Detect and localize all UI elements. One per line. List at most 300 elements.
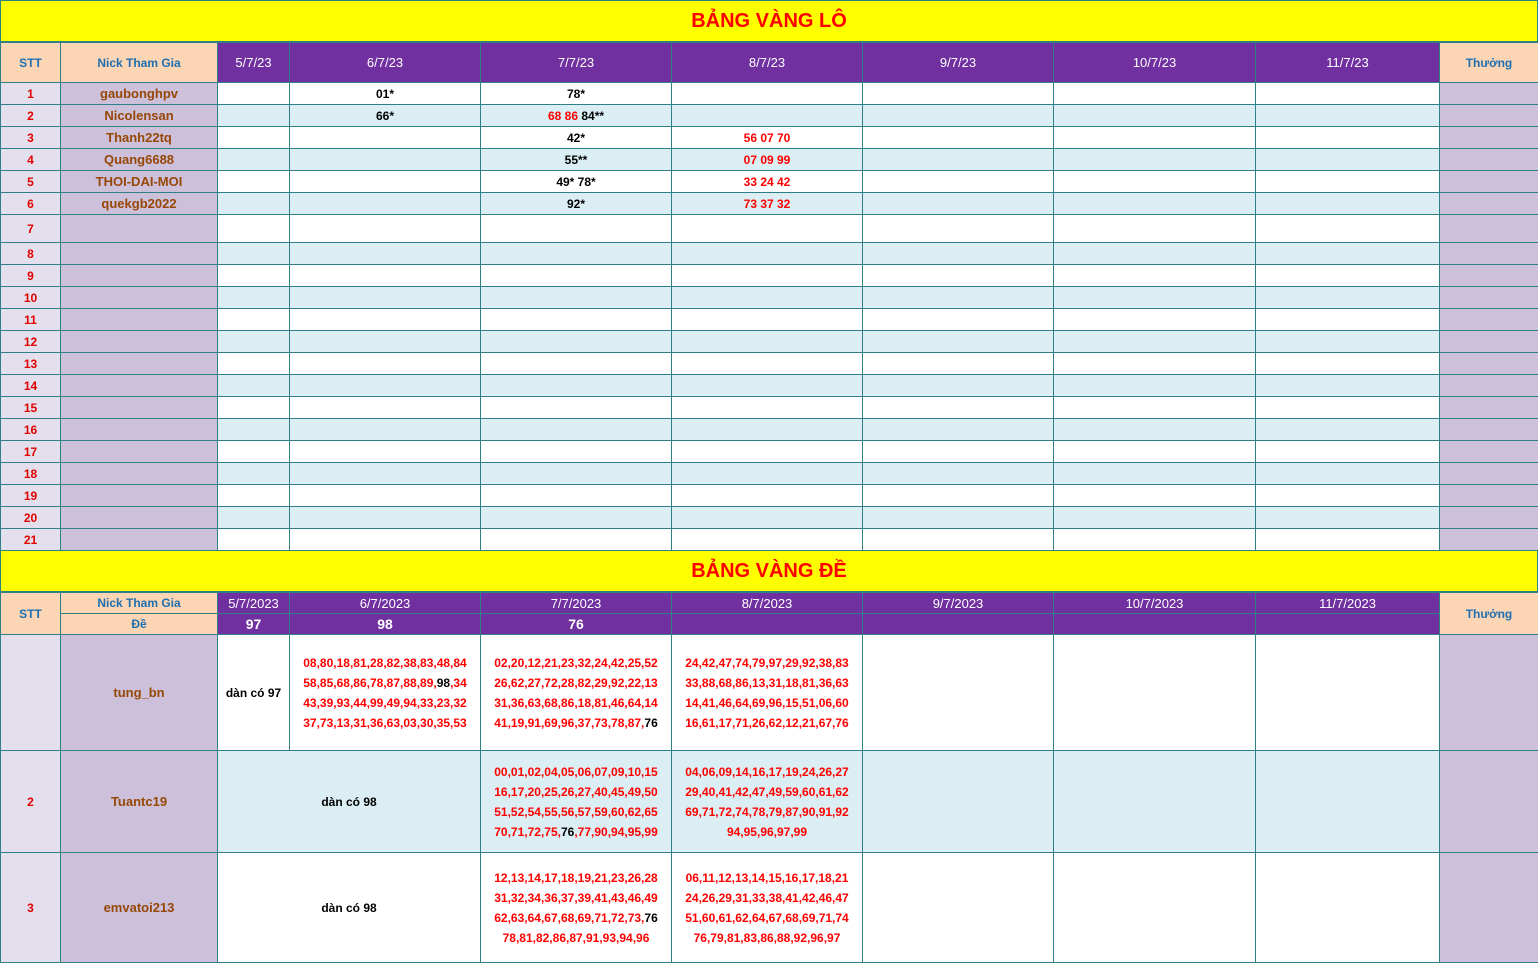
lo-row-nick xyxy=(61,375,218,397)
lo-row-d5 xyxy=(218,127,290,149)
de-numbers-line: 51,52,54,55,56,57,59,60,62,65 xyxy=(494,804,658,819)
de-row-d11 xyxy=(1256,635,1440,751)
de-row-d11 xyxy=(1256,853,1440,963)
lo-row-d8: 33 24 42 xyxy=(672,171,863,193)
lo-row-reward xyxy=(1440,265,1538,287)
lo-row-d5 xyxy=(218,419,290,441)
lo-row-d5 xyxy=(218,375,290,397)
de-row-reward xyxy=(1440,853,1538,963)
lo-row-stt: 12 xyxy=(1,331,61,353)
lo-row-d5 xyxy=(218,441,290,463)
lo-row-d6 xyxy=(290,287,481,309)
lo-row-reward xyxy=(1440,397,1538,419)
de-row-d8 xyxy=(672,853,863,963)
de-numbers-part: ,34 xyxy=(450,675,467,690)
de-header-date: 10/7/2023 xyxy=(1054,593,1256,614)
lo-row-nick xyxy=(61,331,218,353)
lo-header-date: 11/7/23 xyxy=(1256,43,1440,83)
lo-row-reward xyxy=(1440,485,1538,507)
de-numbers-line xyxy=(481,713,671,733)
lo-row-d9 xyxy=(863,331,1054,353)
lo-row-d10 xyxy=(1054,105,1256,127)
lo-row-d10 xyxy=(1054,529,1256,551)
de-row-stt xyxy=(1,635,61,751)
lo-row-d7 xyxy=(481,397,672,419)
lo-row-d7: 55** xyxy=(481,149,672,171)
lo-row-nick xyxy=(61,485,218,507)
lo-row-d6 xyxy=(290,193,481,215)
lo-row-stt: 7 xyxy=(1,215,61,243)
lo-row-d10 xyxy=(1054,265,1256,287)
lo-header-nick: Nick Tham Gia xyxy=(61,43,218,83)
de-result: 76 xyxy=(481,614,672,635)
lo-row-d11 xyxy=(1256,127,1440,149)
lo-row-d5 xyxy=(218,309,290,331)
lo-row-d10 xyxy=(1054,485,1256,507)
lo-row-reward xyxy=(1440,441,1538,463)
lo-row-d10 xyxy=(1054,309,1256,331)
lo-title: BẢNG VÀNG LÔ xyxy=(0,0,1538,42)
lo-row-d8: 07 09 99 xyxy=(672,149,863,171)
lo-row-d10 xyxy=(1054,287,1256,309)
lo-row-reward xyxy=(1440,149,1538,171)
lo-row-reward xyxy=(1440,309,1538,331)
lo-row-d9 xyxy=(863,127,1054,149)
lo-row-reward xyxy=(1440,419,1538,441)
lo-row-d8 xyxy=(672,287,863,309)
lo-row-d11 xyxy=(1256,243,1440,265)
de-numbers-part: 41,19,91,69,96,37,73,78,87, xyxy=(494,715,645,730)
de-numbers-line: 16,17,20,25,26,27,40,45,49,50 xyxy=(494,784,658,799)
lo-row-d10 xyxy=(1054,215,1256,243)
lo-row-d10 xyxy=(1054,127,1256,149)
de-row-d10 xyxy=(1054,635,1256,751)
lo-row-d11 xyxy=(1256,485,1440,507)
lo-header-date: 6/7/23 xyxy=(290,43,481,83)
lo-row-d11 xyxy=(1256,375,1440,397)
lo-row-stt: 21 xyxy=(1,529,61,551)
lo-row-d7 xyxy=(481,463,672,485)
de-numbers-line: 31,32,34,36,37,39,41,43,46,49 xyxy=(494,890,658,905)
lo-row-stt: 2 xyxy=(1,105,61,127)
de-table xyxy=(0,592,1538,963)
lo-header-row xyxy=(1,43,1538,83)
lo-row-d8: 56 07 70 xyxy=(672,127,863,149)
de-result: 97 xyxy=(218,614,290,635)
de-numbers-line: 51,60,61,62,64,67,68,69,71,74 xyxy=(685,910,849,925)
lo-row-d8 xyxy=(672,397,863,419)
lo-row-d9 xyxy=(863,397,1054,419)
lo-row-d6 xyxy=(290,485,481,507)
lo-row-d11 xyxy=(1256,441,1440,463)
de-result xyxy=(1256,614,1440,635)
lo-row-d6 xyxy=(290,215,481,243)
de-header-date: 7/7/2023 xyxy=(481,593,672,614)
de-numbers-line: 26,62,27,72,28,82,29,92,22,13 xyxy=(494,675,658,690)
lo-row-d6 xyxy=(290,375,481,397)
lo-row-stt: 13 xyxy=(1,353,61,375)
de-numbers-line: 08,80,18,81,28,82,38,83,48,84 xyxy=(303,655,467,670)
de-hit-number: 76 xyxy=(644,715,658,730)
lo-row-d7: 49* 78* xyxy=(481,171,672,193)
de-row-nick: tung_bn xyxy=(61,635,218,751)
lo-header-date: 7/7/23 xyxy=(481,43,672,83)
lo-row-nick xyxy=(61,507,218,529)
lo-row-d6: 66* xyxy=(290,105,481,127)
lo-row-d8 xyxy=(672,507,863,529)
lo-row-d6 xyxy=(290,353,481,375)
lo-row-d5 xyxy=(218,105,290,127)
lo-row-nick xyxy=(61,309,218,331)
lo-row-d6 xyxy=(290,397,481,419)
lo-row-d7 xyxy=(481,353,672,375)
lo-row-stt: 15 xyxy=(1,397,61,419)
lo-row-d6 xyxy=(290,331,481,353)
lo-row-nick xyxy=(61,419,218,441)
de-header-nick: Nick Tham Gia xyxy=(61,593,218,614)
lo-row-d8 xyxy=(672,375,863,397)
lo-row-d8 xyxy=(672,331,863,353)
de-row-stt: 2 xyxy=(1,751,61,853)
lo-table-row xyxy=(1,463,1538,485)
lo-row-d7 xyxy=(481,215,672,243)
lo-row-d6 xyxy=(290,309,481,331)
de-header-reward: Thưởng xyxy=(1440,593,1538,635)
lo-table-row xyxy=(1,105,1538,127)
lo-row-d11 xyxy=(1256,309,1440,331)
lo-row-d11 xyxy=(1256,83,1440,105)
lo-row-d6 xyxy=(290,529,481,551)
de-numbers-line: 16,61,17,71,26,62,12,21,67,76 xyxy=(685,715,849,730)
lo-row-d9 xyxy=(863,441,1054,463)
lo-table-row xyxy=(1,287,1538,309)
lo-row-d7: 92* xyxy=(481,193,672,215)
de-row-reward xyxy=(1440,635,1538,751)
lo-row-reward xyxy=(1440,529,1538,551)
lo-row-stt: 9 xyxy=(1,265,61,287)
lo-row-d9 xyxy=(863,309,1054,331)
de-result xyxy=(1054,614,1256,635)
lo-row-d8 xyxy=(672,463,863,485)
de-table-row xyxy=(1,853,1538,963)
lo-row-d11 xyxy=(1256,215,1440,243)
de-numbers-line: 24,42,47,74,79,97,29,92,38,83 xyxy=(685,655,849,670)
lo-row-stt: 10 xyxy=(1,287,61,309)
lo-row-d10 xyxy=(1054,331,1256,353)
lo-row-d10 xyxy=(1054,419,1256,441)
lo-row-d6 xyxy=(290,507,481,529)
lo-table-row xyxy=(1,171,1538,193)
de-hit-number: 76 xyxy=(644,910,658,925)
de-row-d7 xyxy=(481,751,672,853)
lo-row-reward xyxy=(1440,287,1538,309)
lo-row-d10 xyxy=(1054,375,1256,397)
lo-row-d10 xyxy=(1054,441,1256,463)
lo-row-nick xyxy=(61,463,218,485)
de-table-row xyxy=(1,751,1538,853)
lo-table-row xyxy=(1,485,1538,507)
lo-row-d7 xyxy=(481,243,672,265)
lo-row-d6: 01* xyxy=(290,83,481,105)
lo-row-stt: 11 xyxy=(1,309,61,331)
de-numbers-part: ,77,90,94,95,99 xyxy=(574,824,658,839)
de-numbers-line: 31,36,63,68,86,18,81,46,64,14 xyxy=(494,695,658,710)
lo-row-d10 xyxy=(1054,397,1256,419)
lo-row-d5 xyxy=(218,265,290,287)
lo-row-nick xyxy=(61,353,218,375)
lo-table-row xyxy=(1,353,1538,375)
lo-row-d10 xyxy=(1054,463,1256,485)
de-numbers-line: 37,73,13,31,36,63,03,30,35,53 xyxy=(303,715,467,730)
lo-row-d11 xyxy=(1256,353,1440,375)
de-hit-number: 98 xyxy=(436,675,451,690)
lo-row-stt: 3 xyxy=(1,127,61,149)
lo-row-stt: 4 xyxy=(1,149,61,171)
lo-row-d7: 78* xyxy=(481,83,672,105)
lo-row-d11 xyxy=(1256,105,1440,127)
lo-row-d7 xyxy=(481,419,672,441)
lo-table-row xyxy=(1,83,1538,105)
lo-row-d5 xyxy=(218,83,290,105)
lo-row-d11 xyxy=(1256,171,1440,193)
lo-row-d8: 73 37 32 xyxy=(672,193,863,215)
lo-row-d7 xyxy=(481,507,672,529)
lo-row-d7 xyxy=(481,265,672,287)
lo-row-stt: 1 xyxy=(1,83,61,105)
lo-row-d9 xyxy=(863,353,1054,375)
lo-table-row xyxy=(1,309,1538,331)
lo-hit-numbers: 68 86 xyxy=(547,108,578,123)
de-row-d5-d6: dàn có 98 xyxy=(218,751,481,853)
lo-row-d9 xyxy=(863,375,1054,397)
de-numbers-part: 70,71,72,75, xyxy=(494,824,561,839)
lo-row-stt: 20 xyxy=(1,507,61,529)
lo-table-row xyxy=(1,441,1538,463)
de-numbers-line: 06,11,12,13,14,15,16,17,18,21 xyxy=(685,870,849,885)
lo-row-d10 xyxy=(1054,353,1256,375)
lo-row-d11 xyxy=(1256,193,1440,215)
lo-row-stt: 6 xyxy=(1,193,61,215)
lo-row-d9 xyxy=(863,529,1054,551)
de-numbers-line: 94,95,96,97,99 xyxy=(726,824,808,839)
de-row-d9 xyxy=(863,751,1054,853)
lo-row-d7 xyxy=(481,287,672,309)
lo-row-d11 xyxy=(1256,419,1440,441)
de-numbers-line: 29,40,41,42,47,49,59,60,61,62 xyxy=(685,784,849,799)
lo-row-d9 xyxy=(863,485,1054,507)
lo-row-d7 xyxy=(481,309,672,331)
lo-row-nick: gaubonghpv xyxy=(61,83,218,105)
lo-row-d10 xyxy=(1054,507,1256,529)
lo-row-d6 xyxy=(290,441,481,463)
lo-row-nick xyxy=(61,441,218,463)
lo-row-d5 xyxy=(218,331,290,353)
de-row-d8 xyxy=(672,635,863,751)
lo-row-d6 xyxy=(290,419,481,441)
de-header-row-results xyxy=(1,614,1538,635)
lo-row-d5 xyxy=(218,287,290,309)
de-row-d10 xyxy=(1054,751,1256,853)
lo-row-d7 xyxy=(481,529,672,551)
de-numbers-line: 43,39,93,44,99,49,94,33,23,32 xyxy=(303,695,467,710)
lo-table-row xyxy=(1,265,1538,287)
lo-table-row xyxy=(1,507,1538,529)
de-numbers-line: 76,79,81,83,86,88,92,96,97 xyxy=(693,930,841,945)
de-numbers-part: 62,63,64,67,68,69,71,72,73, xyxy=(494,910,645,925)
lo-row-d6 xyxy=(290,243,481,265)
lo-header-stt: STT xyxy=(1,43,61,83)
de-numbers-line xyxy=(290,673,480,693)
lo-row-d8 xyxy=(672,265,863,287)
lo-row-d5 xyxy=(218,171,290,193)
de-row-d9 xyxy=(863,635,1054,751)
lo-row-d7 xyxy=(481,441,672,463)
lo-row-d6 xyxy=(290,463,481,485)
lo-row-d9 xyxy=(863,243,1054,265)
de-header-date: 5/7/2023 xyxy=(218,593,290,614)
lo-row-reward xyxy=(1440,105,1538,127)
de-numbers-line: 02,20,12,21,23,32,24,42,25,52 xyxy=(494,655,658,670)
de-numbers-line: 12,13,14,17,18,19,21,23,26,28 xyxy=(494,870,658,885)
lo-row-d8 xyxy=(672,243,863,265)
lo-row-d7: 42* xyxy=(481,127,672,149)
lo-row-d5 xyxy=(218,215,290,243)
lo-row-reward xyxy=(1440,463,1538,485)
lo-row-reward xyxy=(1440,331,1538,353)
lo-row-reward xyxy=(1440,353,1538,375)
lo-row-d10 xyxy=(1054,149,1256,171)
lo-row-d9 xyxy=(863,83,1054,105)
de-row-nick: emvatoi213 xyxy=(61,853,218,963)
lo-row-d11 xyxy=(1256,529,1440,551)
lo-table-row xyxy=(1,243,1538,265)
lo-row-d5 xyxy=(218,193,290,215)
lo-row-d6 xyxy=(290,127,481,149)
de-row-d5-d6: dàn có 98 xyxy=(218,853,481,963)
lo-row-nick: THOI-DAI-MOI xyxy=(61,171,218,193)
lo-row-stt: 14 xyxy=(1,375,61,397)
lo-row-reward xyxy=(1440,127,1538,149)
de-numbers-line: 00,01,02,04,05,06,07,09,10,15 xyxy=(494,764,658,779)
lo-row-d5 xyxy=(218,397,290,419)
lo-row-nick xyxy=(61,529,218,551)
lo-row-d8 xyxy=(672,353,863,375)
de-row-d7 xyxy=(481,635,672,751)
de-hit-number: 76 xyxy=(560,824,575,839)
lo-row-d6 xyxy=(290,171,481,193)
de-numbers-line xyxy=(481,822,671,842)
lo-row-d11 xyxy=(1256,265,1440,287)
de-numbers-line xyxy=(481,908,671,928)
lo-row-d7 xyxy=(481,331,672,353)
lo-row-d11 xyxy=(1256,331,1440,353)
lo-table-row xyxy=(1,215,1538,243)
lo-row-d11 xyxy=(1256,149,1440,171)
de-row-d10 xyxy=(1054,853,1256,963)
lo-row-d8 xyxy=(672,83,863,105)
lo-row-nick: Nicolensan xyxy=(61,105,218,127)
de-numbers-line: 69,71,72,74,78,79,87,90,91,92 xyxy=(685,804,849,819)
lo-row-d8 xyxy=(672,309,863,331)
de-title: BẢNG VÀNG ĐỀ xyxy=(0,550,1538,592)
lo-row-d11 xyxy=(1256,507,1440,529)
lo-table-row xyxy=(1,397,1538,419)
de-numbers-line: 78,81,82,86,87,91,93,94,96 xyxy=(502,930,650,945)
lo-row-d10 xyxy=(1054,243,1256,265)
lo-row-d11 xyxy=(1256,287,1440,309)
lo-row-d5 xyxy=(218,353,290,375)
lo-table-row xyxy=(1,149,1538,171)
lo-row-stt: 8 xyxy=(1,243,61,265)
de-row-stt: 3 xyxy=(1,853,61,963)
lo-row-nick: Thanh22tq xyxy=(61,127,218,149)
lo-row-d8 xyxy=(672,419,863,441)
de-row-d11 xyxy=(1256,751,1440,853)
lo-row-d7 xyxy=(481,105,672,127)
de-result xyxy=(672,614,863,635)
lo-row-nick: quekgb2022 xyxy=(61,193,218,215)
lo-table-row xyxy=(1,419,1538,441)
de-header-date: 8/7/2023 xyxy=(672,593,863,614)
lo-table-row xyxy=(1,193,1538,215)
de-numbers-line: 14,41,46,64,69,96,15,51,06,60 xyxy=(685,695,849,710)
lo-row-reward xyxy=(1440,243,1538,265)
de-result xyxy=(863,614,1054,635)
lo-header-reward: Thưởng xyxy=(1440,43,1538,83)
lo-header-date: 10/7/23 xyxy=(1054,43,1256,83)
lo-row-d9 xyxy=(863,419,1054,441)
de-header-date: 6/7/2023 xyxy=(290,593,481,614)
lo-row-d10 xyxy=(1054,193,1256,215)
de-table-row xyxy=(1,635,1538,751)
lo-row-reward xyxy=(1440,215,1538,243)
lo-row-d6 xyxy=(290,149,481,171)
de-numbers-line: 24,26,29,31,33,38,41,42,46,47 xyxy=(685,890,849,905)
lo-row-d5 xyxy=(218,507,290,529)
lo-row-d5 xyxy=(218,529,290,551)
lo-row-nick xyxy=(61,243,218,265)
lo-row-d9 xyxy=(863,265,1054,287)
de-row-d5: dàn có 97 xyxy=(218,635,290,751)
de-header-row-dates xyxy=(1,593,1538,614)
lo-header-date: 8/7/23 xyxy=(672,43,863,83)
lo-row-d9 xyxy=(863,463,1054,485)
lo-row-d5 xyxy=(218,149,290,171)
lo-table-row xyxy=(1,529,1538,551)
lo-row-d5 xyxy=(218,463,290,485)
lo-row-d8 xyxy=(672,441,863,463)
lo-row-d9 xyxy=(863,193,1054,215)
lo-row-d7 xyxy=(481,485,672,507)
de-header-stt: STT xyxy=(1,593,61,635)
de-numbers-line: 04,06,09,14,16,17,19,24,26,27 xyxy=(685,764,849,779)
lo-row-d9 xyxy=(863,149,1054,171)
lo-header-date: 5/7/23 xyxy=(218,43,290,83)
lo-row-d5 xyxy=(218,243,290,265)
lo-row-d9 xyxy=(863,171,1054,193)
lo-row-d7 xyxy=(481,375,672,397)
lo-header-date: 9/7/23 xyxy=(863,43,1054,83)
de-row-d7 xyxy=(481,853,672,963)
lo-row-reward xyxy=(1440,83,1538,105)
lo-row-d11 xyxy=(1256,463,1440,485)
de-row-nick: Tuantc19 xyxy=(61,751,218,853)
de-row-reward xyxy=(1440,751,1538,853)
de-numbers-line: 33,88,68,86,13,31,18,81,36,63 xyxy=(685,675,849,690)
lo-row-d10 xyxy=(1054,83,1256,105)
de-row-d9 xyxy=(863,853,1054,963)
lo-row-d5 xyxy=(218,485,290,507)
